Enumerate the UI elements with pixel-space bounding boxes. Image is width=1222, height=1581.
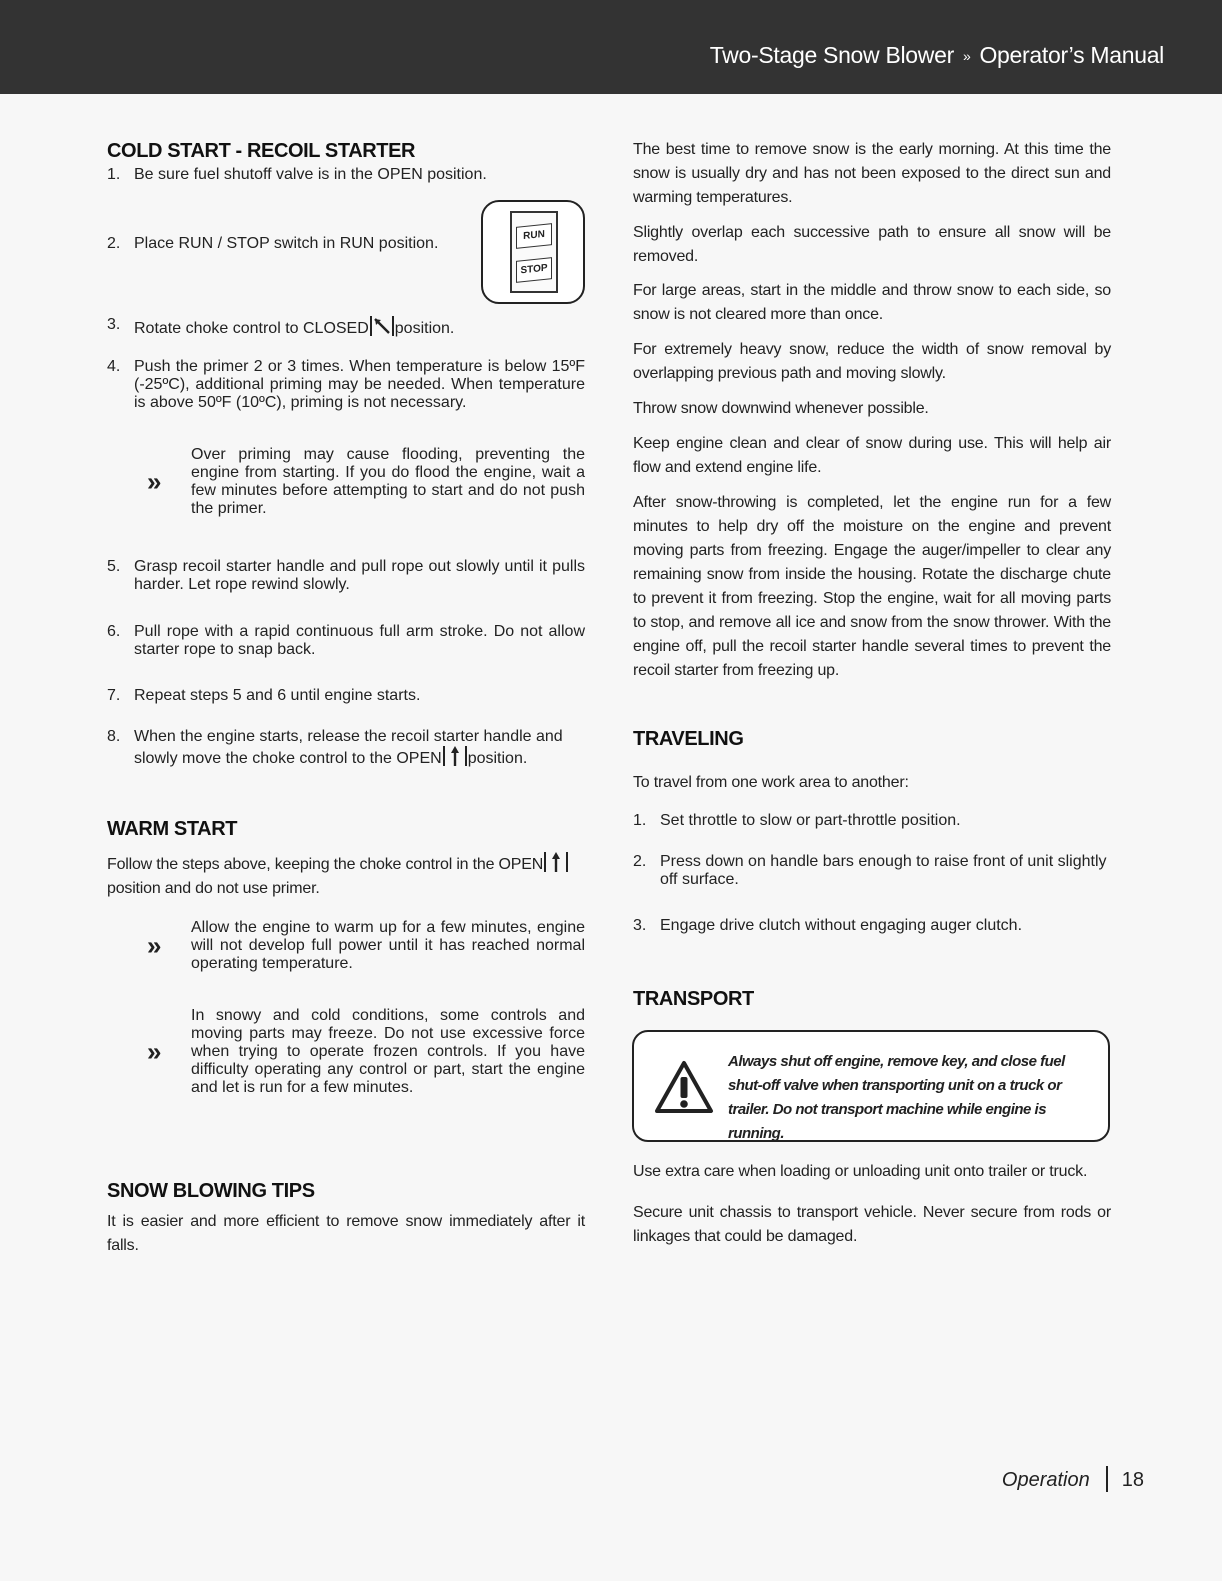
step-number: 1. — [633, 812, 647, 829]
warm-text-after: position and do not use primer. — [107, 880, 320, 897]
tip-paragraph: Slightly overlap each successive path to ensure all snow will be removed. — [633, 224, 1111, 265]
footer-section: Operation — [1001, 1469, 1090, 1491]
tip-paragraph: The best time to remove snow is the early morning. At this time the snow is usually dry and has not been exposed to the direct sun and warming temperatures. — [633, 141, 1111, 206]
tip-paragraph: For large areas, start in the middle and throw snow to each side, so snow is not cleared more than once. — [633, 282, 1111, 323]
cold-step-6 — [107, 623, 585, 659]
step-number: 6. — [107, 623, 121, 640]
page-footer — [1002, 1466, 1144, 1492]
step-number: 1. — [107, 166, 121, 183]
stop-label: STOP — [516, 257, 552, 283]
run-stop-switch-icon — [481, 200, 585, 304]
step-text: Press down on handle bars enough to raise front of unit slightly off surface. — [660, 853, 1107, 888]
step-text: When the engine starts, release the recoil starter handle and slowly move the choke control to the OPEN — [134, 728, 563, 767]
run-label: RUN — [516, 223, 552, 249]
header-separator: » — [962, 48, 971, 64]
step-text: Rotate choke control to CLOSED — [134, 320, 369, 337]
note-text: Over priming may cause flooding, preventing the engine from starting. If you do flood the engine, wait a few minutes before attempting to start and do not push the primer. — [191, 446, 585, 517]
cold-step-8 — [107, 728, 585, 768]
step-number: 8. — [107, 728, 121, 745]
snow-tips-heading: SNOW BLOWING TIPS — [107, 1180, 315, 1202]
step-number: 4. — [107, 358, 121, 375]
cold-step-4 — [107, 358, 585, 412]
page-header — [0, 0, 1222, 94]
footer-divider — [1106, 1466, 1108, 1492]
travel-step-2 — [633, 853, 1111, 889]
chevron-note-icon: » — [147, 466, 155, 497]
travel-step-3 — [633, 917, 1111, 935]
note-text: Allow the engine to warm up for a few minutes, engine will not develop full power until it has reached normal operating temperature. — [191, 919, 585, 972]
step-number: 2. — [107, 235, 121, 252]
tip-paragraph: For extremely heavy snow, reduce the width of snow removal by overlapping previous path and moving slowly. — [633, 341, 1111, 382]
note-text: In snowy and cold conditions, some controls and moving parts may freeze. Do not use excessive force when trying to operate frozen controls. If you have difficulty operating any control or part, start the engine and let is run for a few minutes. — [191, 1007, 585, 1096]
step-text: Grasp recoil starter handle and pull rope out slowly until it pulls harder. Let rope rewind slowly. — [134, 558, 585, 593]
choke-open-icon — [442, 746, 468, 766]
header-manual: Operator’s Manual — [979, 42, 1164, 68]
header-title — [710, 42, 1164, 69]
warm-start-text — [107, 852, 585, 901]
snow-tips-intro: It is easier and more efficient to remove snow immediately after it falls. — [107, 1213, 585, 1254]
traveling-intro: To travel from one work area to another: — [633, 774, 909, 791]
step-number: 2. — [633, 853, 647, 870]
chevron-note-icon: » — [147, 930, 155, 961]
travel-step-1 — [633, 812, 1111, 830]
transport-paragraph: Use extra care when loading or unloading unit onto trailer or truck. — [633, 1163, 1088, 1180]
step-text: Push the primer 2 or 3 times. When temperature is below 15ºF (-25ºC), additional priming may be needed. When temperature is above 50ºF (10ºC), priming is not necessary. — [134, 358, 585, 411]
cold-step-5 — [107, 558, 585, 594]
tip-paragraph: After snow-throwing is completed, let the engine run for a few minutes to help dry off the moisture on the engine and prevent moving parts from freezing. Engage the auger/impeller to clear any remaining snow from inside the housing. Rotate the discharge chute to prevent it from freezing. Stop the engine, wait for all moving parts to stop, and remove all ice and snow from the snow thrower. With the engine off, pull the recoil starter handle several times to prevent the recoil starter from freezing up. — [633, 494, 1111, 679]
step-number: 3. — [633, 917, 647, 934]
choke-open-icon — [543, 852, 569, 872]
tip-paragraph: Throw snow downwind whenever possible. — [633, 400, 929, 417]
cold-note — [107, 446, 585, 518]
warning-text: Always shut off engine, remove key, and close fuel shut-off valve when transporting unit on a truck or trailer. Do not transport machine while engine is running. — [728, 1053, 1065, 1142]
cold-start-heading: COLD START - RECOIL STARTER — [107, 140, 416, 162]
header-product: Two-Stage Snow Blower — [709, 42, 954, 68]
cold-step-1 — [107, 166, 507, 184]
step-text: Repeat steps 5 and 6 until engine starts. — [134, 687, 421, 704]
cold-step-2 — [107, 235, 467, 253]
warning-triangle-icon — [654, 1060, 714, 1114]
warm-start-heading: WARM START — [107, 818, 238, 840]
chevron-note-icon: » — [147, 1036, 155, 1067]
choke-closed-icon — [369, 316, 395, 336]
cold-step-3 — [107, 316, 585, 338]
cold-step-7 — [107, 687, 585, 705]
step-number: 5. — [107, 558, 121, 575]
page-number: 18 — [1121, 1469, 1144, 1491]
transport-heading: TRANSPORT — [633, 988, 754, 1010]
step-number: 3. — [107, 316, 121, 333]
warm-text-before: Follow the steps above, keeping the choke control in the OPEN — [107, 856, 544, 873]
step-text: Pull rope with a rapid continuous full arm stroke. Do not allow starter rope to snap back. — [134, 623, 585, 658]
warm-note-2 — [107, 1007, 585, 1097]
warm-note-1 — [107, 919, 585, 973]
step-text: Set throttle to slow or part-throttle position. — [660, 812, 961, 829]
step-text: Be sure fuel shutoff valve is in the OPEN position. — [134, 166, 487, 183]
step-text: Place RUN / STOP switch in RUN position. — [134, 235, 439, 252]
step-text: Engage drive clutch without engaging auger clutch. — [660, 917, 1023, 934]
traveling-heading: TRAVELING — [633, 728, 744, 750]
step-text-after: position. — [394, 320, 455, 337]
tip-paragraph: Keep engine clean and clear of snow during use. This will help air flow and extend engine life. — [633, 435, 1111, 476]
warning-box — [632, 1030, 1110, 1142]
step-text-after: position. — [467, 750, 528, 767]
step-number: 7. — [107, 687, 121, 704]
transport-paragraph: Secure unit chassis to transport vehicle. Never secure from rods or linkages that could be damaged. — [633, 1204, 1111, 1245]
